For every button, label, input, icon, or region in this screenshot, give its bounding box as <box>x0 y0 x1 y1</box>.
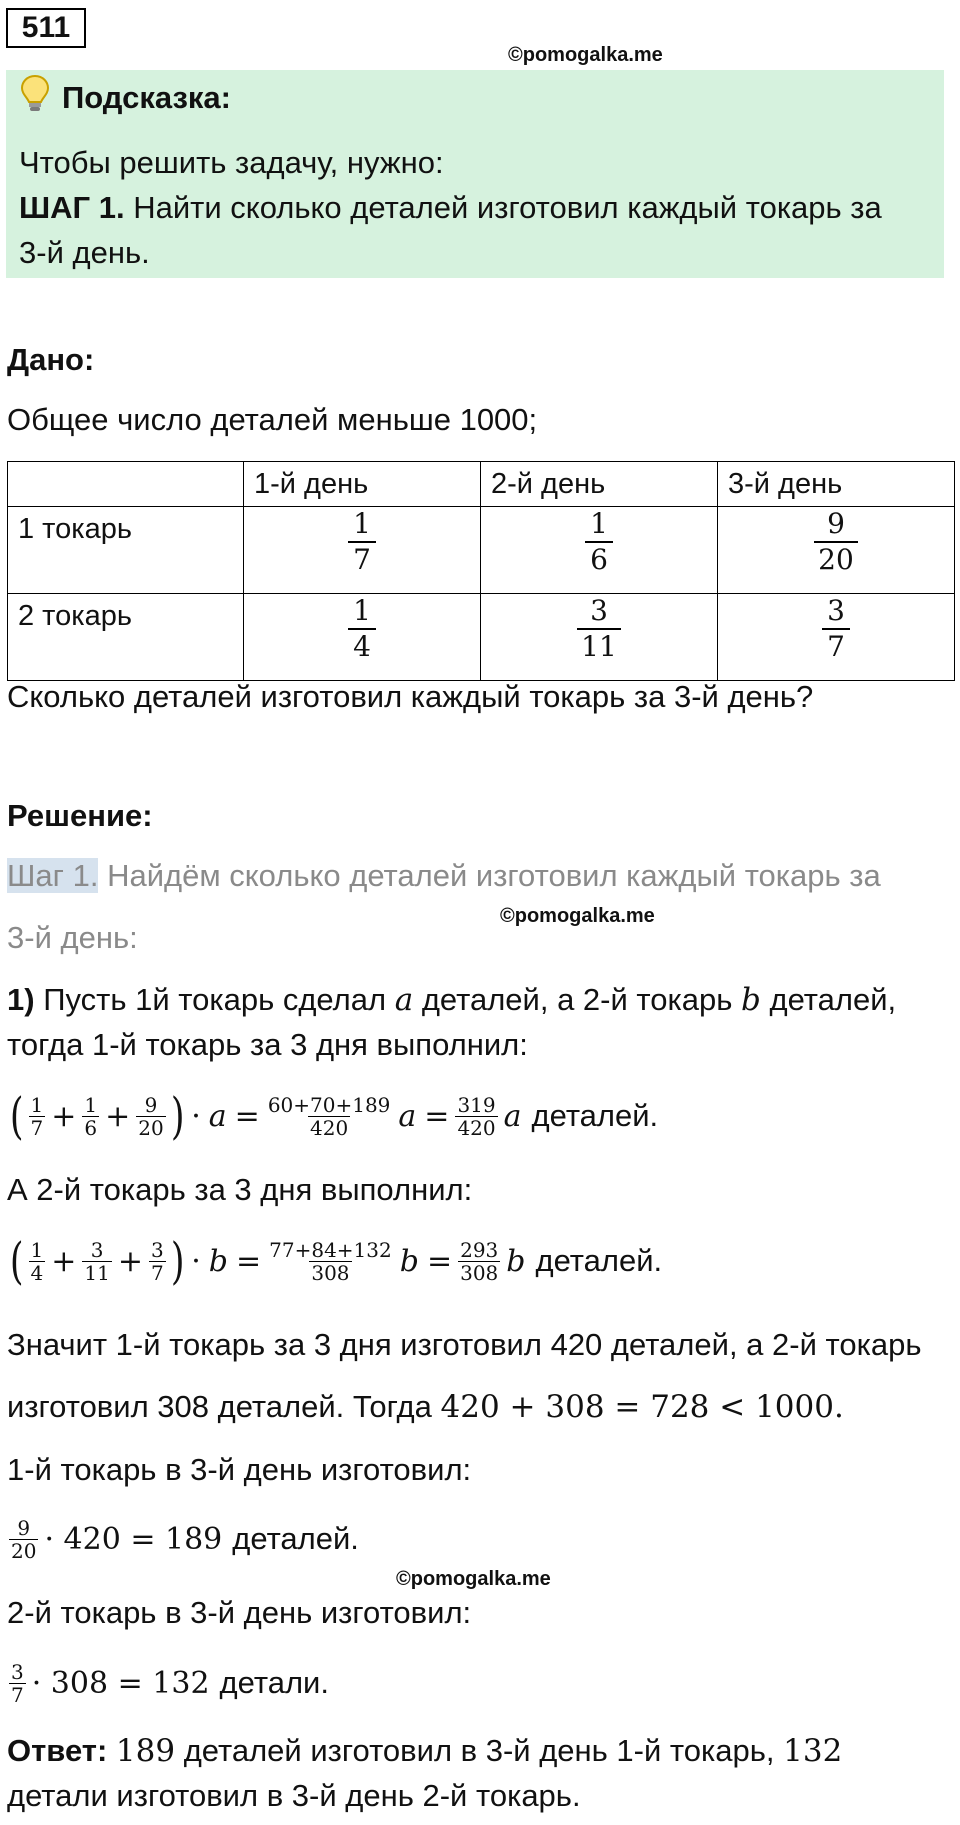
answer-number-1: 189 <box>115 1733 176 1769</box>
variable-b: b <box>399 1243 419 1279</box>
solution-p1 <box>7 980 896 1020</box>
denominator: 20 <box>11 1538 37 1563</box>
fraction <box>82 1239 111 1284</box>
row-label: 2 токарь <box>8 594 244 681</box>
variable-b: b <box>208 1243 228 1279</box>
denominator: 7 <box>150 1260 164 1285</box>
solution-p4: Значит 1-й токарь за 3 дня изготовил 420 деталей, а 2-й токарь <box>7 1327 922 1362</box>
denominator: 20 <box>814 541 858 577</box>
fraction <box>9 1661 26 1706</box>
variable-a: a <box>503 1098 522 1134</box>
denominator: 308 <box>460 1260 499 1285</box>
fraction-cell <box>244 507 481 594</box>
step1-text: Найдём сколько деталей изготовил каждый токарь за <box>107 858 881 893</box>
left-paren: ( <box>9 1087 24 1145</box>
numerator: 1 <box>84 1092 98 1117</box>
step1-line1 <box>7 856 881 896</box>
table-header-row <box>8 462 955 507</box>
denominator: 7 <box>348 541 376 577</box>
equation-1 <box>7 1085 658 1147</box>
watermark: ©pomogalka.me <box>500 905 655 927</box>
solution-p7: 2-й токарь в 3-й день изготовил: <box>7 1595 472 1630</box>
denominator: 420 <box>310 1115 349 1140</box>
numerator: 1 <box>590 507 608 540</box>
table-row <box>8 507 955 594</box>
hint-intro: Чтобы решить задачу, нужно: <box>19 145 444 180</box>
fraction <box>82 1094 99 1139</box>
equation-4 <box>7 1654 329 1712</box>
answer-label: Ответ: <box>7 1733 108 1768</box>
table-header-cell: 3-й день <box>718 462 955 507</box>
denominator: 20 <box>138 1115 164 1140</box>
hint-title: Подсказка: <box>62 80 231 115</box>
denominator: 11 <box>84 1260 110 1285</box>
numerator: 319 <box>457 1092 496 1117</box>
given-question: Сколько деталей изготовил каждый токарь за 3-й день? <box>7 679 814 714</box>
table-header-cell <box>8 462 244 507</box>
fraction <box>455 1094 497 1139</box>
denominator: 6 <box>585 541 613 577</box>
fraction <box>29 1239 46 1284</box>
denominator: 4 <box>348 628 376 664</box>
answer-line1 <box>7 1731 842 1771</box>
left-paren: ( <box>9 1232 24 1290</box>
plus-sign: + <box>105 1098 131 1134</box>
solution-title: Решение: <box>7 798 153 833</box>
numerator: 1 <box>353 507 371 540</box>
numerator: 9 <box>827 507 845 540</box>
denominator: 7 <box>30 1115 44 1140</box>
hint-step-text: Найти сколько деталей изготовил каждый токарь за <box>133 190 882 225</box>
variable-a: a <box>398 1098 417 1134</box>
fraction-cell <box>718 507 955 594</box>
hint-step-label: ШАГ 1. <box>19 190 125 225</box>
numerator: 3 <box>827 594 845 627</box>
solution-p5 <box>7 1387 844 1427</box>
numerator: 9 <box>17 1515 31 1540</box>
dot-sign: · <box>191 1098 201 1134</box>
step1-line2: 3-й день: <box>7 920 138 955</box>
dot-sign: · <box>191 1243 201 1279</box>
table-row <box>8 594 955 681</box>
denominator: 6 <box>84 1115 98 1140</box>
fraction <box>29 1094 46 1139</box>
expression: · 420 = 189 <box>44 1521 223 1557</box>
denominator: 11 <box>577 628 621 664</box>
hint-step-line2: 3-й день. <box>19 235 150 270</box>
answer-number-2: 132 <box>783 1733 843 1769</box>
numerator: 9 <box>144 1092 158 1117</box>
fraction <box>9 1517 38 1562</box>
solution-p6: 1-й токарь в 3-й день изготовил: <box>7 1452 472 1487</box>
answer-text-1: деталей изготовил в 3-й день 1-й токарь, <box>183 1733 775 1768</box>
right-paren: ) <box>170 1232 185 1290</box>
equation-3 <box>7 1510 359 1568</box>
answer-line2: детали изготовил в 3-й день 2-й токарь. <box>7 1778 581 1813</box>
denominator: 420 <box>457 1115 496 1140</box>
plus-sign: + <box>51 1243 77 1279</box>
solution-p3: А 2-й токарь за 3 дня выполнил: <box>7 1172 473 1207</box>
given-title: Дано: <box>7 342 95 377</box>
fraction-cell <box>481 507 718 594</box>
numerator: 3 <box>11 1659 24 1684</box>
unit-word: детали. <box>219 1665 329 1700</box>
fraction-cell <box>244 594 481 681</box>
equals-sign: = <box>236 1243 262 1279</box>
denominator: 308 <box>311 1260 350 1285</box>
row-label: 1 токарь <box>8 507 244 594</box>
solution-p2: тогда 1-й токарь за 3 дня выполнил: <box>7 1027 528 1062</box>
numerator: 1 <box>30 1237 44 1262</box>
p5-math: 420 + 308 = 728 < 1000. <box>440 1389 844 1425</box>
unit-word: деталей. <box>535 1243 663 1278</box>
given-table <box>7 461 955 681</box>
equation-2 <box>7 1230 662 1292</box>
task-number: 511 <box>6 8 86 48</box>
p1-text-c: деталей, <box>769 982 897 1017</box>
variable-b: b <box>741 982 761 1018</box>
variable-a: a <box>394 982 414 1018</box>
unit-word: деталей. <box>232 1521 359 1556</box>
numerator: 60+70+189 <box>267 1092 391 1117</box>
denominator: 4 <box>30 1260 44 1285</box>
fraction <box>149 1239 166 1284</box>
table-header-cell: 1-й день <box>244 462 481 507</box>
step1-label: Шаг 1. <box>7 858 99 893</box>
numerator: 1 <box>30 1092 44 1117</box>
numerator: 293 <box>460 1237 499 1262</box>
p5-text: изготовил 308 деталей. Тогда <box>7 1389 432 1424</box>
given-condition: Общее число деталей меньше 1000; <box>7 402 538 437</box>
fraction-cell <box>718 594 955 681</box>
p1-text-a: Пусть 1й токарь сделал <box>43 982 387 1017</box>
variable-b: b <box>506 1243 526 1279</box>
equals-sign: = <box>424 1098 450 1134</box>
fraction <box>458 1239 500 1284</box>
equals-sign: = <box>426 1243 453 1279</box>
fraction-cell <box>481 594 718 681</box>
numerator: 77+84+132 <box>269 1237 392 1262</box>
watermark: ©pomogalka.me <box>508 44 663 66</box>
numerator: 3 <box>90 1237 104 1262</box>
numerator: 3 <box>150 1237 164 1262</box>
fraction <box>266 1094 393 1139</box>
numerator: 3 <box>590 594 608 627</box>
expression: · 308 = 132 <box>31 1665 210 1701</box>
denominator: 7 <box>822 628 850 664</box>
table-header-cell: 2-й день <box>481 462 718 507</box>
watermark: ©pomogalka.me <box>396 1568 551 1590</box>
equals-sign: = <box>234 1098 260 1134</box>
p1-text-b: деталей, а 2-й токарь <box>421 982 733 1017</box>
denominator: 7 <box>11 1682 24 1707</box>
lightbulb-icon <box>20 74 50 114</box>
fraction <box>136 1094 165 1139</box>
fraction <box>267 1239 394 1284</box>
hint-step-line1 <box>19 188 882 228</box>
numerator: 1 <box>353 594 371 627</box>
right-paren: ) <box>170 1087 185 1145</box>
plus-sign: + <box>117 1243 143 1279</box>
plus-sign: + <box>51 1098 77 1134</box>
unit-word: деталей. <box>531 1098 659 1133</box>
variable-a: a <box>208 1098 227 1134</box>
item-number: 1) <box>7 982 35 1017</box>
